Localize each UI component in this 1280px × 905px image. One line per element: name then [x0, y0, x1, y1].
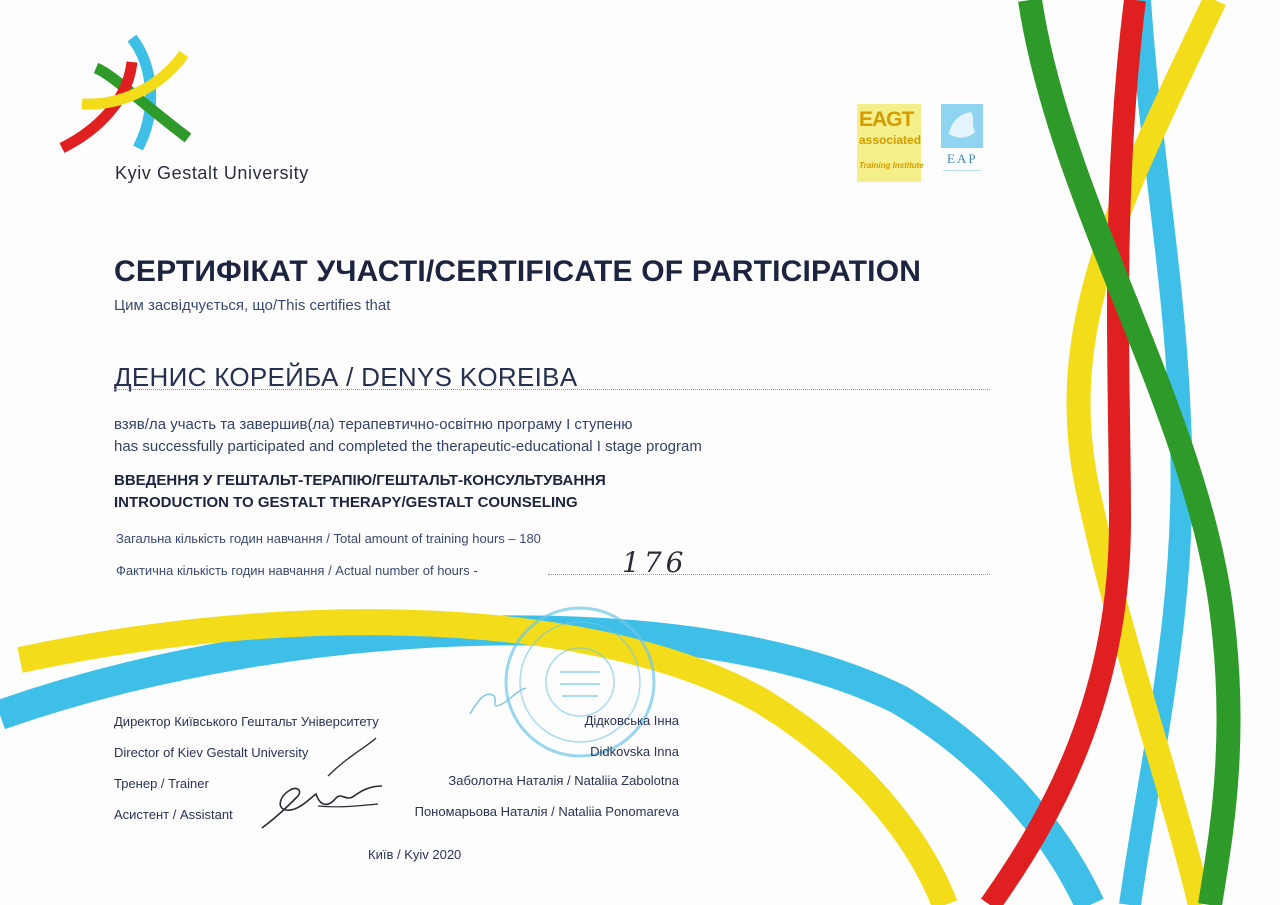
stamp-signature — [468, 680, 528, 720]
handwritten-signature — [258, 736, 388, 832]
eap-badge — [941, 104, 983, 184]
program-title-ua: ВВЕДЕННЯ У ГЕШТАЛЬТ-ТЕРАПІЮ/ГЕШТАЛЬТ-КОНСУЛЬТУВАННЯ — [114, 472, 606, 489]
program-title-en: INTRODUCTION TO GESTALT THERAPY/GESTALT COUNSELING — [114, 494, 578, 511]
director-label-ua: Директор Київського Гештальт Університету — [114, 714, 379, 729]
eagt-badge — [857, 104, 924, 182]
eagt-badge-title: EAGT — [859, 108, 914, 131]
place-and-date: Київ / Kyiv 2020 — [368, 847, 462, 862]
director-label-en: Director of Kiev Gestalt University — [114, 745, 309, 760]
kyiv-gestalt-university-logo — [58, 30, 198, 160]
director-name-ua: Дідковська Інна — [584, 713, 679, 728]
participation-text-en: has successfully participated and completed the therapeutic-educational I stage program — [114, 438, 702, 455]
eap-label: EAP — [947, 151, 978, 166]
director-name-en: Didkovska Inna — [590, 744, 679, 759]
trainer-name: Заболотна Наталія / Nataliia Zabolotna — [448, 773, 679, 788]
assistant-name: Пономарьова Наталія / Nataliia Ponomareva — [414, 804, 679, 819]
university-name: Kyiv Gestalt University — [115, 163, 309, 183]
eagt-badge-subtitle: associated — [859, 133, 922, 147]
recipient-name: ДЕНИС КОРЕЙБА / DENYS KOREIBA — [114, 362, 578, 392]
actual-hours-label: Фактична кількість годин навчання / Actual number of hours - — [116, 563, 478, 578]
recipient-underline — [114, 389, 990, 390]
eap-map-icon — [941, 104, 983, 148]
participation-text-ua: взяв/ла участь та завершив(ла) терапевтично-освітню програму І ступеню — [114, 416, 633, 433]
total-hours-text: Загальна кількість годин навчання / Total amount of training hours – 180 — [116, 531, 541, 546]
certificate-title: СЕРТИФІКАТ УЧАСТІ/CERTIFICATE OF PARTICIPATION — [114, 255, 922, 288]
assistant-label: Асистент / Assistant — [114, 807, 233, 822]
certifies-text: Цим засвідчується, що/This certifies that — [114, 297, 391, 314]
eagt-badge-note: Training Institute — [859, 161, 924, 170]
actual-hours-line — [548, 574, 990, 575]
trainer-label: Тренер / Trainer — [114, 776, 209, 791]
actual-hours-value: 176 — [622, 546, 688, 579]
